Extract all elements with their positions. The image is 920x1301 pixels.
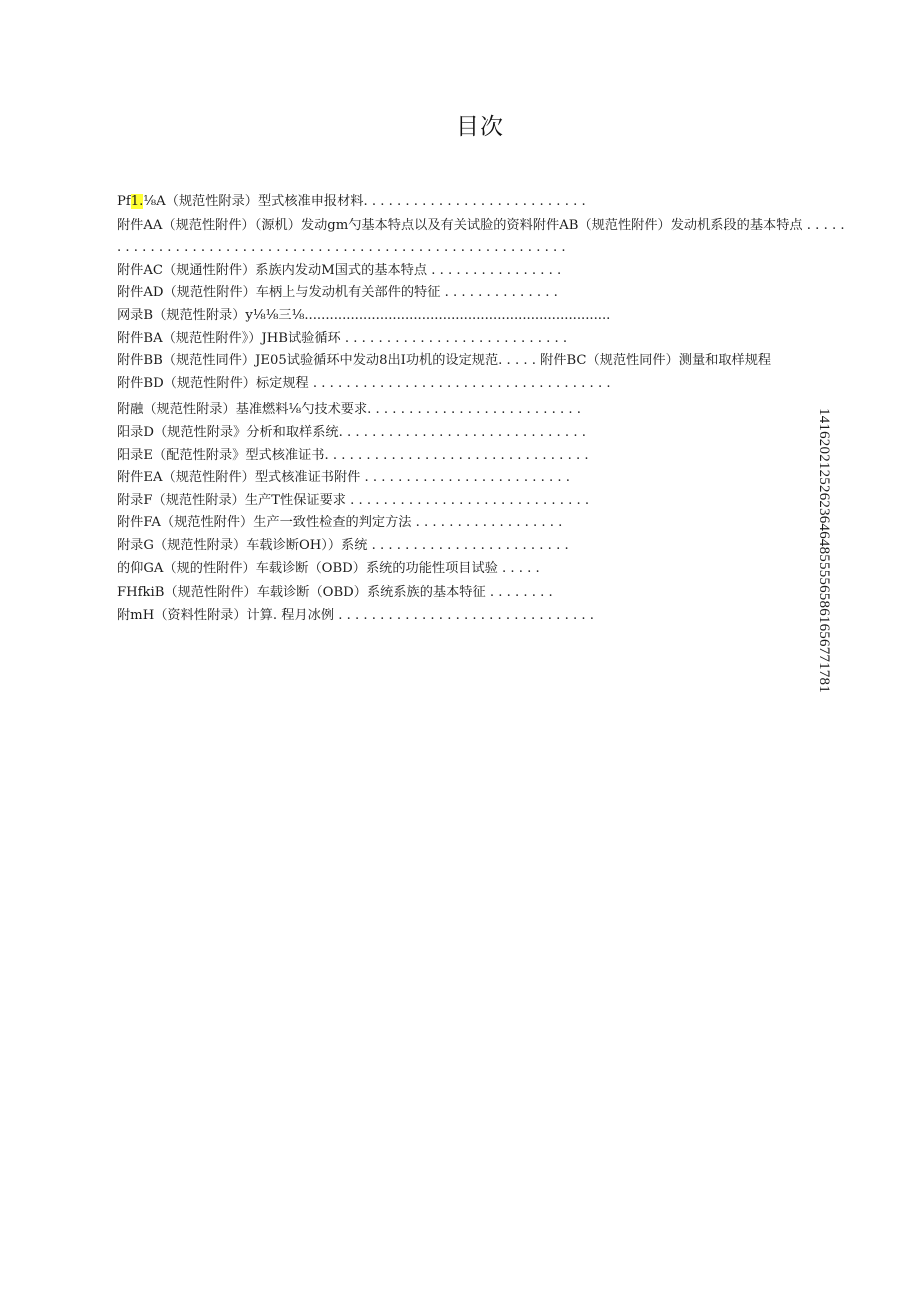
toc-item-annex-ga[interactable]: 的仰GA（规的性附件）车载诊断（OBD）系统的功能性项目试验 . . . . .: [117, 560, 540, 576]
toc-item-appendix-b[interactable]: 网录B（规范性附录）y⅛⅛三⅛.........................................................................: [117, 307, 611, 323]
page-number-column: 1416202125262364648555565861656771781: [816, 408, 832, 693]
toc-item-appendix-c[interactable]: 附融（规范性附录）基准燃料⅛勺技术要求. . . . . . . . . . . . . . . . . . . . . . . . . .: [117, 402, 581, 418]
toc-item-annex-ad[interactable]: 附件AD（规范性附件）车柄上与发动机有关部件的特征 . . . . . . . . . . . . . .: [117, 285, 558, 301]
table-of-contents: [117, 191, 847, 627]
toc-item-text: ⅛A（规范性附录）型式核准申报材料. . . . . . . . . . . . . . . . . . . . . . . . . . .: [143, 194, 586, 209]
toc-item-appendix-a[interactable]: [117, 191, 847, 214]
page-title: 目次: [456, 114, 504, 140]
highlighted-text: 1.: [130, 194, 144, 209]
toc-item-appendix-f[interactable]: 附录F（规范性附录）生产T性保证要求 . . . . . . . . . . . . . . . . . . . . . . . . . . . . .: [117, 492, 590, 508]
toc-item-prefix: Pf: [117, 194, 131, 209]
toc-item-annex-gb[interactable]: FHfkiB（规范性附件）车载诊断（OBD）系统系族的基本特征 . . . . . . . .: [117, 585, 553, 601]
toc-item-annex-bd[interactable]: 附件BD（规范性附件）标定规程 . . . . . . . . . . . . . . . . . . . . . . . . . . . . . . . . . . . .: [117, 375, 611, 391]
toc-item-annex-bb-bc[interactable]: 附件BB（规范性同件）JE05试验循环中发动8出I功机的设定规范. . . . . 附件BC（规范性同件）测量和取样规程: [117, 353, 772, 369]
toc-item-annex-ba[interactable]: 附件BA（规范性附件》）JHB试验循环 . . . . . . . . . . . . . . . . . . . . . . . . . . .: [117, 330, 568, 346]
toc-item-appendix-h[interactable]: 附mH（资料性附录）计算. 程月冰例 . . . . . . . . . . . . . . . . . . . . . . . . . . . . . . .: [117, 607, 594, 623]
toc-item-annex-ea[interactable]: 附件EA（规范性附件）型式核准证书附件 . . . . . . . . . . . . . . . . . . . . . . . . .: [117, 470, 570, 486]
toc-item-annex-ac[interactable]: 附件AC（规通性附件）系族内发动M国式的基本特点 . . . . . . . . . . . . . . . .: [117, 262, 562, 278]
toc-item-annex-aa-ab[interactable]: 附件AA（规范性附件）（源机）发动gm勺基本特点以及有关试脸的资料附件AB（规范性附件）发动机系段的基本特点 . . . . . . . . . . . . . . . . . . . . . . . . . . . . . . . . . . . . . . . . . . . . . . . . . . . . . . . . . . .: [117, 217, 845, 256]
toc-item-appendix-e[interactable]: 阳录E（配范性附录》型式核准证书. . . . . . . . . . . . . . . . . . . . . . . . . . . . . . . .: [117, 447, 589, 463]
toc-item-appendix-d[interactable]: 阳录D（规范性附录》分析和取样系统. . . . . . . . . . . . . . . . . . . . . . . . . . . . . .: [117, 424, 586, 440]
toc-item-annex-fa[interactable]: 附件FA（规范性附件）生产一致性检查的判定方法 . . . . . . . . . . . . . . . . . .: [117, 515, 563, 531]
toc-item-appendix-g[interactable]: 附录G（规范性附录）车载诊断OH））系统 . . . . . . . . . . . . . . . . . . . . . . . .: [117, 537, 569, 553]
